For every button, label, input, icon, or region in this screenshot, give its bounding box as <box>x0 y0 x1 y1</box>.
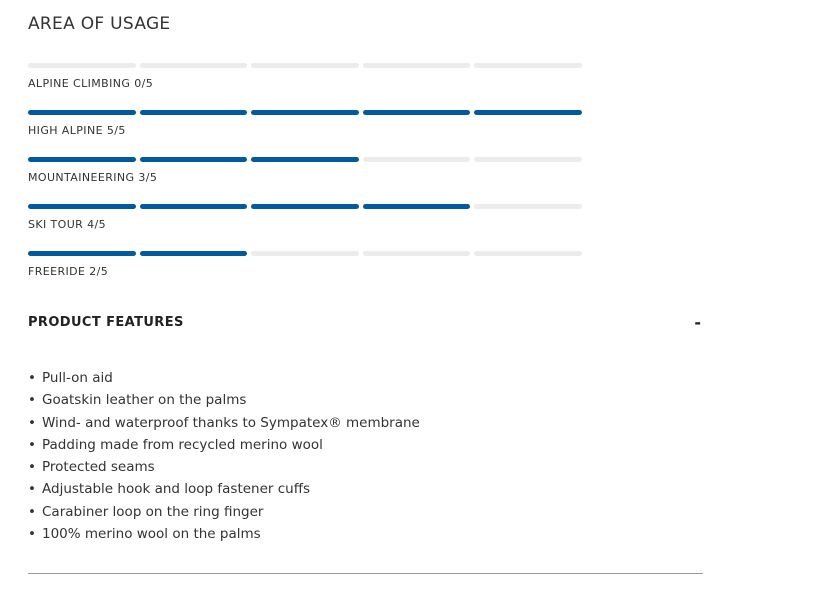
rating-segment-filled <box>251 204 359 209</box>
bullet-icon: • <box>28 436 36 453</box>
bullet-icon: • <box>28 481 36 498</box>
list-item <box>28 526 703 548</box>
bullet-icon: • <box>28 392 36 409</box>
rating-segment-filled <box>28 204 136 209</box>
usage-label: HIGH ALPINE 5/5 <box>28 124 126 137</box>
usage-row-alpine-climbing <box>28 63 588 103</box>
list-item <box>28 437 703 459</box>
collapse-toggle-button[interactable]: - <box>694 312 701 332</box>
feature-text: Pull-on aid <box>42 370 113 386</box>
feature-text: 100% merino wool on the palms <box>42 526 261 543</box>
list-item <box>28 481 703 503</box>
rating-bar <box>28 63 582 68</box>
rating-segment-filled <box>140 157 248 162</box>
product-features-title: PRODUCT FEATURES <box>28 314 184 330</box>
feature-text: Padding made from recycled merino wool <box>42 436 323 453</box>
rating-bar <box>28 251 582 256</box>
rating-bar <box>28 204 582 209</box>
rating-segment-filled <box>251 157 359 162</box>
rating-segment-empty <box>474 251 582 256</box>
rating-segment-filled <box>363 110 471 115</box>
rating-segment-filled <box>140 204 248 209</box>
rating-segment-filled <box>474 110 582 115</box>
rating-segment-filled <box>28 251 136 256</box>
bullet-icon: • <box>28 414 36 431</box>
product-features-list <box>28 370 703 548</box>
usage-label: SKI TOUR 4/5 <box>28 218 107 231</box>
rating-segment-filled <box>28 110 136 115</box>
rating-segment-empty <box>140 63 248 68</box>
product-features-header[interactable] <box>28 310 703 334</box>
rating-segment-empty <box>474 157 582 162</box>
rating-segment-empty <box>28 63 136 68</box>
list-item <box>28 459 703 481</box>
feature-text: Carabiner loop on the ring finger <box>42 503 264 520</box>
list-item <box>28 370 703 392</box>
rating-segment-empty <box>363 157 471 162</box>
rating-segment-filled <box>140 110 248 115</box>
rating-segment-filled <box>251 110 359 115</box>
feature-text: Adjustable hook and loop fastener cuffs <box>42 481 311 498</box>
bullet-icon: • <box>28 370 36 386</box>
usage-label: ALPINE CLIMBING 0/5 <box>28 77 154 90</box>
list-item <box>28 415 703 437</box>
rating-segment-empty <box>251 63 359 68</box>
bullet-icon: • <box>28 503 36 520</box>
feature-text: Goatskin leather on the palms <box>42 392 247 409</box>
rating-segment-empty <box>251 251 359 256</box>
area-of-usage-title: AREA OF USAGE <box>28 14 171 34</box>
feature-text: Wind- and waterproof thanks to Sympatex® membrane <box>42 414 420 431</box>
rating-bar <box>28 157 582 162</box>
list-item <box>28 504 703 526</box>
rating-segment-empty <box>363 63 471 68</box>
rating-segment-empty <box>474 204 582 209</box>
rating-segment-filled <box>363 204 471 209</box>
bullet-icon: • <box>28 526 36 543</box>
usage-row-high-alpine <box>28 110 588 150</box>
usage-row-mountaineering <box>28 157 588 197</box>
rating-segment-filled <box>28 157 136 162</box>
usage-label: MOUNTAINEERING 3/5 <box>28 171 158 184</box>
list-item <box>28 392 703 414</box>
rating-segment-filled <box>140 251 248 256</box>
section-divider <box>28 573 703 574</box>
rating-segment-empty <box>474 63 582 68</box>
rating-bar <box>28 110 582 115</box>
usage-row-ski-tour <box>28 204 588 244</box>
usage-row-freeride <box>28 251 588 291</box>
rating-segment-empty <box>363 251 471 256</box>
usage-label: FREERIDE 2/5 <box>28 265 109 278</box>
bullet-icon: • <box>28 459 36 476</box>
feature-text: Protected seams <box>42 459 155 476</box>
